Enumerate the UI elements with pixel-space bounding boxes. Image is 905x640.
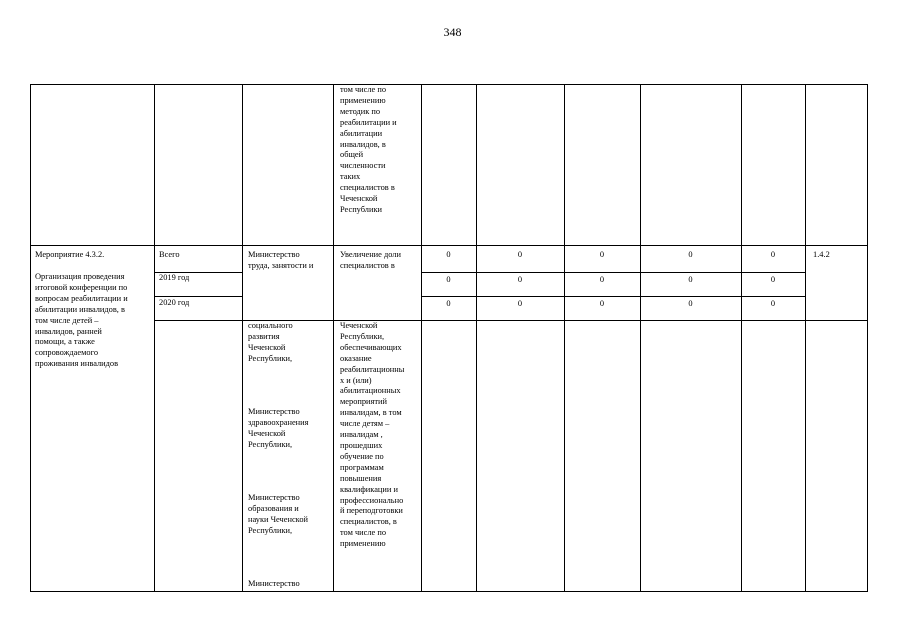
table-border-bottom bbox=[30, 591, 868, 592]
column-border bbox=[242, 84, 243, 592]
value-cell: 0 bbox=[599, 275, 605, 284]
period-2020: 2020 год bbox=[159, 298, 190, 307]
indicator-code: 1.4.2 bbox=[813, 250, 830, 259]
column-border bbox=[805, 84, 806, 592]
value-cell: 0 bbox=[446, 250, 451, 259]
column-border bbox=[564, 84, 565, 592]
activity-description: Организация проведения итоговой конференции по вопросам реабилитации и абилитации инвалидов, в том числе детей – инвалидов, ранней помощи, а также сопровождаемого проживания инвалидов bbox=[35, 272, 128, 369]
page-number: 348 bbox=[443, 25, 462, 39]
table-border-right bbox=[867, 84, 868, 592]
column-border bbox=[421, 84, 422, 592]
indicator-text-continued: том числе по применению методик по реабилитации и абилитации инвалидов, в общей численности таких специалистов в Чеченской Республики bbox=[340, 85, 397, 214]
executor-cont-2: Министерство здравоохранения Чеченской Республики, bbox=[248, 407, 309, 449]
row-separator bbox=[421, 272, 805, 273]
executor-cont-3: Министерство образования и науки Чеченской Республики, bbox=[248, 493, 308, 535]
value-cell: 0 bbox=[599, 250, 605, 259]
row-separator bbox=[154, 296, 242, 297]
value-cell: 0 bbox=[770, 275, 776, 284]
activity-title: Мероприятие 4.3.2. bbox=[35, 250, 105, 259]
value-cell: 0 bbox=[599, 299, 605, 308]
value-cell: 0 bbox=[517, 275, 523, 284]
executor-cont-1: социального развития Чеченской Республики, bbox=[248, 321, 293, 363]
row-separator bbox=[30, 245, 868, 246]
column-border bbox=[333, 84, 334, 592]
column-border bbox=[30, 84, 31, 592]
column-border bbox=[476, 84, 477, 592]
indicator-cont: Чеченской Республики, обеспечивающих оказание реабилитационны х и (или) абилитационных мероприятий инвалидам, в том числе детям – инвалидам , прошедших обучение по программам повышения квалификации и профессионально й переподготовки специалистов, в том числе по применению bbox=[340, 321, 405, 549]
column-border bbox=[741, 84, 742, 592]
row-separator bbox=[421, 296, 805, 297]
value-cell: 0 bbox=[446, 299, 451, 308]
column-border bbox=[154, 84, 155, 592]
indicator-head: Увеличение доли специалистов в bbox=[340, 250, 401, 270]
value-cell: 0 bbox=[770, 250, 776, 259]
executor-cont-4: Министерство bbox=[248, 579, 300, 588]
value-cell: 0 bbox=[688, 299, 693, 308]
period-2019: 2019 год bbox=[159, 273, 190, 282]
value-cell: 0 bbox=[688, 250, 693, 259]
table-border-top bbox=[30, 84, 868, 85]
column-border bbox=[640, 84, 641, 592]
value-cell: 0 bbox=[446, 275, 451, 284]
value-cell: 0 bbox=[517, 250, 523, 259]
value-cell: 0 bbox=[688, 275, 693, 284]
period-total: Всего bbox=[159, 250, 180, 259]
executor-head: Министерство труда, занятости и bbox=[248, 250, 314, 270]
value-cell: 0 bbox=[517, 299, 523, 308]
value-cell: 0 bbox=[770, 299, 776, 308]
